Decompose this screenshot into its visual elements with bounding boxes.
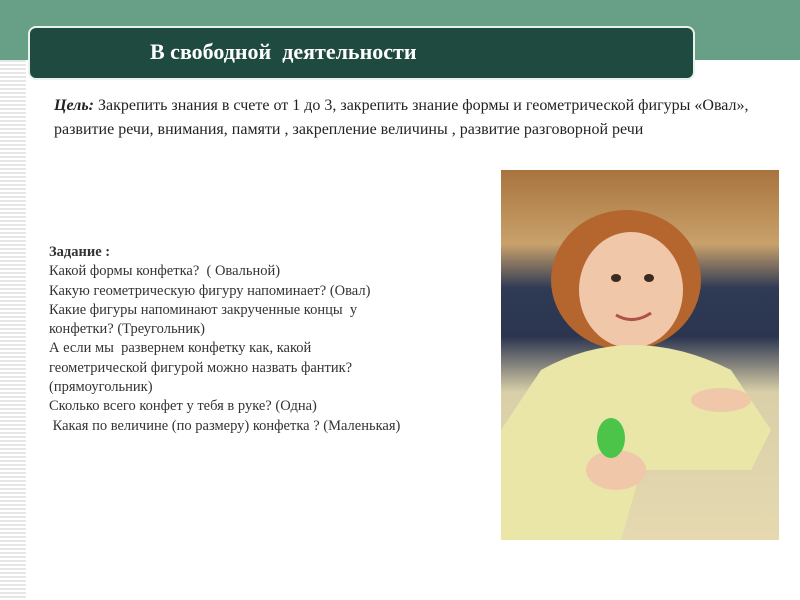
goal-text: Закрепить знания в счете от 1 до 3, закрепить знание формы и геометрической фигуры «Овал», развитие речи, внимания, памяти , закрепление величины , развитие разговорной речи [54,97,749,138]
task-line: Какой формы конфетка? ( Овальной) [49,263,281,280]
task-line: А если мы развернем конфетку как, какой [49,340,312,357]
goal-label: Цель: [54,97,94,114]
task-line: Какая по величине (по размеру) конфетка ? (Маленькая) [49,417,401,434]
task-line: Какие фигуры напоминают закрученные концы у [49,301,358,318]
task-heading: Задание : [49,244,111,260]
task-line: геометрической фигурой можно назвать фантик? [49,359,353,376]
task-line: Какую геометрическую фигуру напоминает? (Овал) [49,282,371,299]
task-line: конфетки? (Треугольник) [49,321,205,338]
goal-paragraph [54,94,784,142]
child-with-candy-photo [501,170,779,540]
slide-title: В свободной деятельности [150,39,417,64]
task-list [49,243,499,436]
task-line: (прямоугольник) [49,379,153,396]
title-banner [28,26,695,80]
task-line: Сколько всего конфет у тебя в руке? (Одна) [49,398,317,415]
decorative-stripes [0,60,26,600]
candy-icon [597,418,625,458]
